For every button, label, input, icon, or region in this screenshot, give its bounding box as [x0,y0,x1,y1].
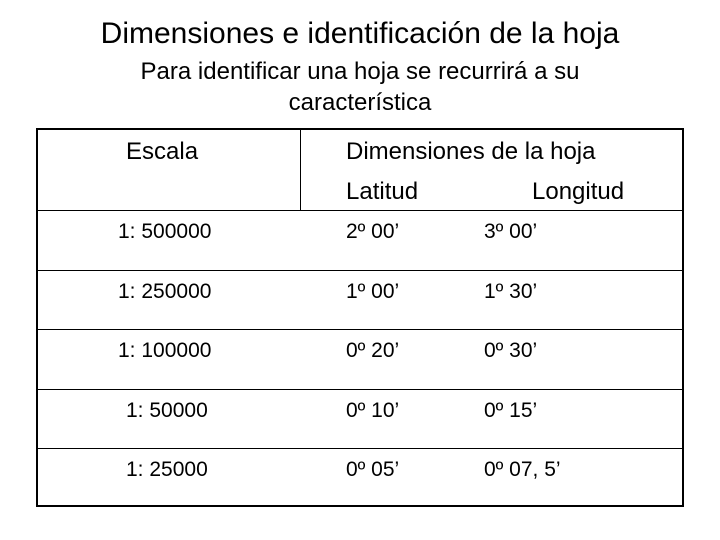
header-escala: Escala [126,138,199,165]
cell-latitud: 0º 10’ [346,399,400,422]
table-row [38,270,682,330]
header-longitud: Longitud [532,178,625,205]
table-row [38,210,682,270]
cell-longitud: 0º 30’ [484,339,538,362]
cell-latitud: 0º 05’ [346,458,400,481]
cell-escala: 1: 500000 [118,220,212,243]
cell-longitud: 1º 30’ [484,280,538,303]
cell-longitud: 3º 00’ [484,220,538,243]
cell-latitud: 1º 00’ [346,280,400,303]
table-row [38,329,682,389]
header-dimensiones: Dimensiones de la hoja [346,138,596,165]
cell-latitud: 0º 20’ [346,339,400,362]
header-latitud: Latitud [346,178,419,205]
table-row [38,389,682,449]
page-title: Dimensiones e identificación de la hoja [100,17,620,50]
cell-escala: 1: 25000 [126,458,208,481]
cell-escala: 1: 250000 [118,280,212,303]
cell-longitud: 0º 07, 5’ [484,458,561,481]
cell-longitud: 0º 15’ [484,399,538,422]
page-subtitle: Para identificar una hoja se recurrirá a su característica [140,58,580,116]
column-divider [300,130,301,210]
dimensions-table [36,128,684,507]
table-header-row [38,130,682,210]
cell-escala: 1: 100000 [118,339,212,362]
cell-escala: 1: 50000 [126,399,208,422]
cell-latitud: 2º 00’ [346,220,400,243]
table-row [38,448,682,506]
